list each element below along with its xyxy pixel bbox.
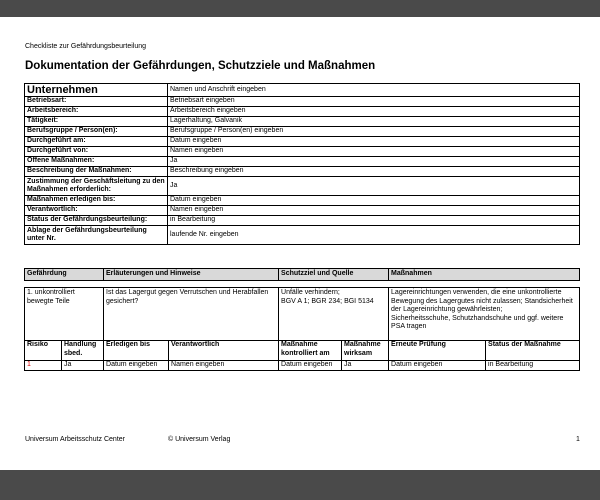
sub-header: Risiko (25, 341, 62, 361)
header-explanation: Erläuterungen und Hinweise (104, 269, 279, 281)
info-row (25, 107, 580, 117)
document-subtitle: Checkliste zur Gefährdungsbeurteilung (25, 43, 147, 50)
info-row (25, 97, 580, 107)
info-label: Status der Gefährdungsbeurteilung: (25, 216, 168, 226)
measures-line: Sicherheitsschuhe, Schutzhandschuhe und ggf. weitere PSA tragen (391, 314, 564, 330)
info-row (25, 216, 580, 226)
recheck-value[interactable]: Datum eingeben (389, 361, 486, 371)
info-value[interactable]: Namen eingeben (168, 147, 580, 157)
header-goal: Schutzziel und Quelle (279, 269, 389, 281)
goal-source: BGV A 1; BGR 234; BGI 5134 (281, 297, 374, 305)
info-row (25, 196, 580, 206)
sub-header: Erledigen bis (104, 341, 169, 361)
due-date-value[interactable]: Datum eingeben (104, 361, 169, 371)
document-title: Dokumentation der Gefährdungen, Schutzziele und Maßnahmen (25, 60, 376, 72)
header-hazard: Gefährdung (25, 269, 104, 281)
sub-header: Erneute Prüfung (389, 341, 486, 361)
info-value[interactable]: Ja (168, 157, 580, 167)
info-row (25, 206, 580, 216)
info-value[interactable]: Lagerhaltung, Galvanik (168, 117, 580, 127)
footer-page-number: 1 (576, 436, 580, 443)
info-label: Zustimmung der Geschäftsleitung zu den Maßnahmen erforderlich: (25, 177, 168, 196)
spacer-row (25, 281, 580, 288)
info-row-company (25, 84, 580, 97)
hazard-table (24, 268, 580, 371)
info-table (24, 83, 580, 245)
sub-value-row (25, 361, 580, 371)
sub-header: Status der Maßnahme (486, 341, 580, 361)
sub-header-row (25, 341, 580, 361)
header-measures: Maßnahmen (389, 269, 580, 281)
info-row (25, 167, 580, 177)
goal-line: Unfälle verhindern; (281, 289, 340, 296)
hazard-explanation[interactable]: Ist das Lagergut gegen Verrutschen und Herabfallen gesichert? (104, 288, 279, 341)
info-value[interactable]: Datum eingeben (168, 196, 580, 206)
info-label: Ablage der Gefährdungsbeurteilung unter Nr. (25, 226, 168, 245)
hazard-description[interactable]: 1. unkontrolliert bewegte Teile (25, 288, 104, 341)
spacer-cell (25, 281, 580, 288)
sub-header: Handlung sbed. (62, 341, 104, 361)
measures-line: Lagereinrichtungen verwenden, die eine unkontrollierte Bewegung des Lagergutes nicht zulassen; Standsicherheit der Lagereinrichtung gewährleisten; (391, 289, 573, 313)
hazard-measures[interactable] (389, 288, 580, 341)
status-value[interactable]: in Bearbeitung (486, 361, 580, 371)
info-value[interactable]: laufende Nr. eingeben (168, 226, 580, 245)
info-label: Verantwortlich: (25, 206, 168, 216)
info-row (25, 137, 580, 147)
info-label: Unternehmen (25, 84, 168, 97)
sub-header: Maßnahme kontrolliert am (279, 341, 342, 361)
sub-header: Verantwortlich (169, 341, 279, 361)
info-row (25, 226, 580, 245)
info-label: Offene Maßnahmen: (25, 157, 168, 167)
info-value[interactable]: Arbeitsbereich eingeben (168, 107, 580, 117)
info-value[interactable]: Ja (168, 177, 580, 196)
info-label: Tätigkeit: (25, 117, 168, 127)
info-label: Maßnahmen erledigen bis: (25, 196, 168, 206)
effective-value[interactable]: Ja (342, 361, 389, 371)
info-label: Durchgeführt von: (25, 147, 168, 157)
info-value[interactable]: Namen und Anschrift eingeben (168, 84, 580, 97)
info-row (25, 117, 580, 127)
hazard-entry-row (25, 288, 580, 341)
info-label: Durchgeführt am: (25, 137, 168, 147)
info-row (25, 157, 580, 167)
sub-header: Maßnahme wirksam (342, 341, 389, 361)
info-row (25, 177, 580, 196)
info-value[interactable]: Namen eingeben (168, 206, 580, 216)
info-value[interactable]: Datum eingeben (168, 137, 580, 147)
info-value[interactable]: Beschreibung eingeben (168, 167, 580, 177)
info-label: Berufsgruppe / Person(en): (25, 127, 168, 137)
footer-left: Universum Arbeitsschutz Center (25, 436, 125, 443)
hazard-goal[interactable] (279, 288, 389, 341)
action-needed-value[interactable]: Ja (62, 361, 104, 371)
info-row (25, 147, 580, 157)
info-label: Betriebsart: (25, 97, 168, 107)
info-label: Beschreibung der Maßnahmen: (25, 167, 168, 177)
checked-date-value[interactable]: Datum eingeben (279, 361, 342, 371)
info-value[interactable]: Berufsgruppe / Person(en) eingeben (168, 127, 580, 137)
hazard-header-row (25, 269, 580, 281)
footer-center: © Universum Verlag (168, 436, 231, 443)
info-label: Arbeitsbereich: (25, 107, 168, 117)
risk-value[interactable]: 1 (25, 361, 62, 371)
info-value[interactable]: Betriebsart eingeben (168, 97, 580, 107)
info-value[interactable]: in Bearbeitung (168, 216, 580, 226)
responsible-value[interactable]: Namen eingeben (169, 361, 279, 371)
info-row (25, 127, 580, 137)
